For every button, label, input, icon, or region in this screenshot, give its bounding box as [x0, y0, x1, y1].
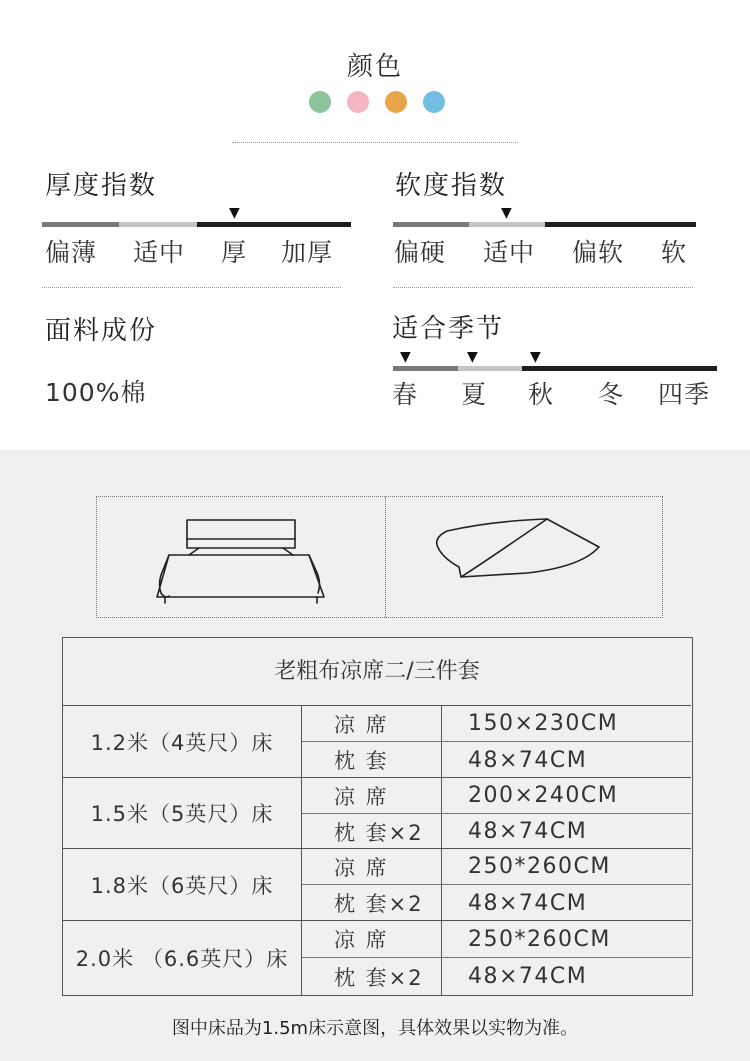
season-marker-autumn: ▼: [530, 349, 541, 365]
item-name: 凉 席: [302, 778, 442, 813]
item-size: 48×74CM: [468, 747, 588, 773]
bed-icon: [149, 513, 335, 605]
attributes-section: [0, 0, 750, 450]
item-size: 250*260CM: [468, 854, 611, 879]
item-name: 凉 席: [302, 921, 442, 957]
item-size: 48×74CM: [468, 890, 588, 916]
color-swatches: [309, 91, 445, 113]
item-size: 200×240CM: [468, 783, 619, 808]
table-row: [63, 706, 691, 778]
item-name: 凉 席: [302, 849, 442, 884]
item-row: [302, 742, 691, 778]
item-size: 150×230CM: [468, 711, 619, 736]
item-size: 250*260CM: [468, 926, 611, 952]
item-row: [302, 921, 691, 958]
thickness-label-thin: 偏薄: [45, 238, 98, 267]
item-row: [302, 885, 691, 921]
table-title: 老粗布凉席二/三件套: [63, 638, 691, 706]
item-row: [302, 778, 691, 814]
thickness-title: 厚度指数: [45, 171, 158, 201]
bed-size: 2.0米 （6.6英尺）床: [63, 921, 302, 995]
table-row: [63, 849, 691, 921]
divider-left: [42, 287, 341, 288]
season-marker-summer: ▼: [467, 349, 478, 365]
item-name: 枕 套: [302, 742, 442, 778]
season-label-spring: 春: [392, 380, 419, 409]
thickness-label-thick: 厚: [221, 238, 248, 267]
pillow-icon: [431, 515, 607, 585]
season-label-summer: 夏: [461, 380, 488, 409]
fabric-value: 100%棉: [45, 378, 147, 407]
item-size: 48×74CM: [468, 964, 588, 989]
item-row: [302, 849, 691, 885]
softness-marker: ▼: [501, 205, 512, 221]
bed-size: 1.2米（4英尺）床: [63, 706, 302, 777]
illustration-box: [96, 496, 663, 618]
thickness-label-extra-thick: 加厚: [281, 238, 334, 267]
season-label-autumn: 秋: [528, 380, 555, 409]
item-name: 枕 套×2: [302, 885, 442, 921]
color-title: 颜色: [346, 52, 403, 82]
item-size: 48×74CM: [468, 819, 588, 844]
color-swatch-blue[interactable]: [423, 91, 445, 113]
thickness-label-medium: 适中: [133, 238, 186, 267]
item-name: 枕 套×2: [302, 958, 442, 995]
size-table: [62, 637, 693, 996]
bed-size: 1.5米（5英尺）床: [63, 778, 302, 848]
season-marker-spring: ▼: [400, 349, 411, 365]
season-title: 适合季节: [392, 314, 505, 344]
season-label-winter: 冬: [598, 380, 625, 409]
thickness-marker: ▼: [229, 205, 240, 221]
divider-right: [393, 287, 693, 288]
color-swatch-green[interactable]: [309, 91, 331, 113]
item-row: [302, 814, 691, 849]
illustration-divider: [385, 497, 386, 617]
season-scale: [393, 366, 717, 371]
item-row: [302, 706, 691, 742]
color-swatch-pink[interactable]: [347, 91, 369, 113]
item-row: [302, 958, 691, 995]
table-row: [63, 921, 691, 995]
softness-label-very-soft: 软: [661, 238, 688, 267]
softness-label-soft: 偏软: [572, 238, 625, 267]
divider: [232, 142, 518, 143]
season-label-all-year: 四季: [658, 380, 711, 409]
fabric-title: 面料成份: [45, 316, 158, 346]
table-row: [63, 778, 691, 849]
color-swatch-orange[interactable]: [385, 91, 407, 113]
softness-title: 软度指数: [395, 171, 508, 201]
softness-label-medium: 适中: [483, 238, 536, 267]
thickness-scale: [42, 222, 351, 227]
footnote: 图中床品为1.5m床示意图，具体效果以实物为准。: [171, 1018, 579, 1039]
bed-size: 1.8米（6英尺）床: [63, 849, 302, 920]
item-name: 凉 席: [302, 706, 442, 741]
item-name: 枕 套×2: [302, 814, 442, 849]
softness-scale: [393, 222, 696, 227]
softness-label-hard: 偏硬: [394, 238, 447, 267]
